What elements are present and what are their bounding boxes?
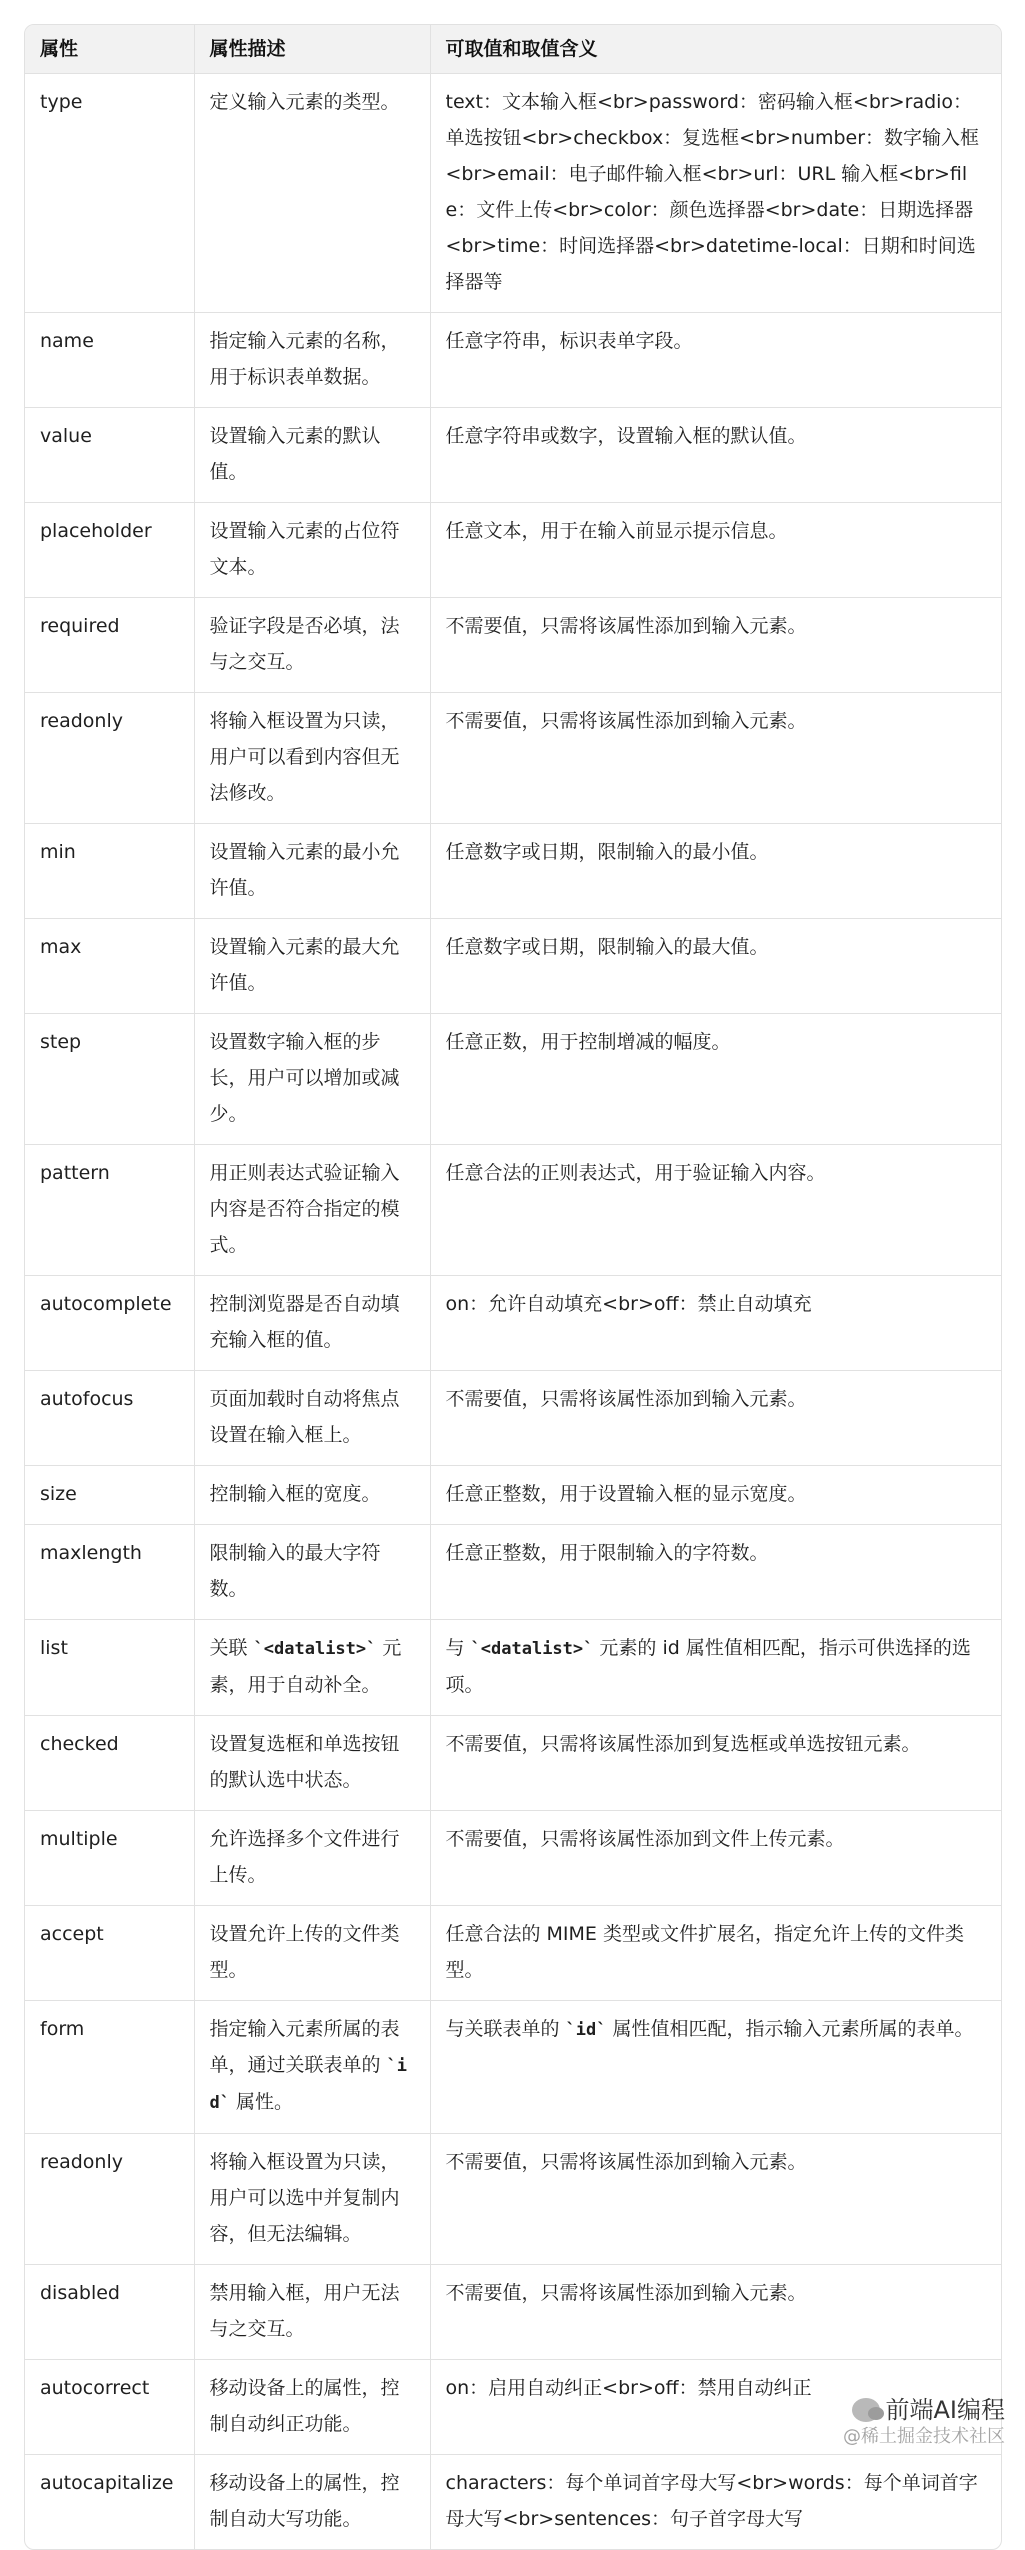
cell-description: 将输入框设置为只读，用户可以选中并复制内容，但无法编辑。 bbox=[194, 2134, 430, 2265]
cell-description: 限制输入的最大字符数。 bbox=[194, 1525, 430, 1620]
cell-attribute: autocorrect bbox=[25, 2360, 194, 2455]
cell-values bbox=[430, 1620, 1001, 1716]
cell-description: 移动设备上的属性，控制自动纠正功能。 bbox=[194, 2360, 430, 2455]
header-attribute: 属性 bbox=[25, 25, 194, 74]
cell-description: 设置数字输入框的步长，用户可以增加或减少。 bbox=[194, 1014, 430, 1145]
table-row bbox=[25, 1276, 1001, 1371]
cell-description: 控制浏览器是否自动填充输入框的值。 bbox=[194, 1276, 430, 1371]
wechat-icon bbox=[852, 2398, 880, 2422]
table-row bbox=[25, 919, 1001, 1014]
inline-code-datalist: `<datalist>` bbox=[470, 1639, 594, 1659]
table-row bbox=[25, 1014, 1001, 1145]
table-row bbox=[25, 1906, 1001, 2001]
cell-description: 设置允许上传的文件类型。 bbox=[194, 1906, 430, 2001]
table-row bbox=[25, 2455, 1001, 2550]
cell-description: 设置输入元素的默认值。 bbox=[194, 408, 430, 503]
cell-values: on：启用自动纠正<br>off：禁用自动纠正 bbox=[430, 2360, 1001, 2455]
table-row bbox=[25, 2134, 1001, 2265]
cell-attribute: min bbox=[25, 824, 194, 919]
cell-values: 任意正整数，用于设置输入框的显示宽度。 bbox=[430, 1466, 1001, 1525]
cell-description: 设置输入元素的最小允许值。 bbox=[194, 824, 430, 919]
cell-attribute: autocapitalize bbox=[40, 2472, 174, 2494]
cell-values: text：文本输入框<br>password：密码输入框<br>radio：单选按钮<br>checkbox：复选框<br>number：数字输入框<br>email：电子邮件输入框<br>url：URL 输入框<br>file：文件上传<br>color：颜色选择器<br>date：日期选择器<br>time：时间选择器<br>datetime-local：日期和时间选择器等 bbox=[430, 74, 1001, 313]
cell-description: 用正则表达式验证输入内容是否符合指定的模式。 bbox=[194, 1145, 430, 1276]
desc-text-before: 指定输入元素所属的表单，通过关联表单的 bbox=[209, 2018, 400, 2076]
watermark-source: @稀土掘金技术社区 bbox=[843, 2426, 1005, 2447]
inline-code-id: `id` bbox=[565, 2020, 607, 2040]
cell-values: 任意正数，用于控制增减的幅度。 bbox=[430, 1014, 1001, 1145]
values-text-before: 与 bbox=[445, 1637, 471, 1659]
cell-attribute: autofocus bbox=[25, 1371, 194, 1466]
table-row bbox=[25, 1620, 1001, 1716]
cell-attribute: readonly bbox=[25, 693, 194, 824]
cell-attribute: required bbox=[25, 598, 194, 693]
table-header-row bbox=[25, 25, 1001, 74]
cell-values: 任意合法的 MIME 类型或文件扩展名，指定允许上传的文件类型。 bbox=[430, 1906, 1001, 2001]
table-row bbox=[25, 1811, 1001, 1906]
cell-values: on：允许自动填充<br>off：禁止自动填充 bbox=[430, 1276, 1001, 1371]
cell-attribute: list bbox=[25, 1620, 194, 1716]
cell-description bbox=[194, 1620, 430, 1716]
table-row bbox=[25, 1371, 1001, 1466]
cell-values: 不需要值，只需将该属性添加到输入元素。 bbox=[430, 2134, 1001, 2265]
cell-attribute: form bbox=[25, 2001, 194, 2134]
cell-attribute: checked bbox=[25, 1716, 194, 1811]
table-row bbox=[25, 313, 1001, 408]
cell-description: 控制输入框的宽度。 bbox=[194, 1466, 430, 1525]
desc-text-before: 关联 bbox=[209, 1637, 254, 1659]
table-row bbox=[25, 2265, 1001, 2360]
watermark-line1 bbox=[843, 2395, 1005, 2425]
cell-values: 不需要值，只需将该属性添加到输入元素。 bbox=[430, 693, 1001, 824]
cell-description bbox=[194, 2001, 430, 2134]
cell-attribute: disabled bbox=[25, 2265, 194, 2360]
cell-values: 任意数字或日期，限制输入的最小值。 bbox=[430, 824, 1001, 919]
cell-values: 任意文本，用于在输入前显示提示信息。 bbox=[430, 503, 1001, 598]
cell-values: 不需要值，只需将该属性添加到复选框或单选按钮元素。 bbox=[430, 1716, 1001, 1811]
table-row bbox=[25, 598, 1001, 693]
cell-attribute: max bbox=[25, 919, 194, 1014]
values-text-after: 元素的 id 属性值相匹配，指示可供选择的选项。 bbox=[445, 1637, 971, 1696]
cell-values: 不需要值，只需将该属性添加到文件上传元素。 bbox=[430, 1811, 1001, 1906]
cell-values: 任意字符串，标识表单字段。 bbox=[430, 313, 1001, 408]
header-values: 可取值和取值含义 bbox=[430, 25, 1001, 74]
table-row bbox=[25, 824, 1001, 919]
cell-values: characters：每个单词首字母大写<br>words：每个单词首字母大写<br>sentences：句子首字母大写 bbox=[430, 2455, 1001, 2550]
cell-description: 定义输入元素的类型。 bbox=[194, 74, 430, 313]
watermark-account-name: 前端AI编程 bbox=[885, 2396, 1005, 2424]
cell-description: 指定输入元素的名称，用于标识表单数据。 bbox=[194, 313, 430, 408]
table-row bbox=[25, 1145, 1001, 1276]
cell-attribute: value bbox=[25, 408, 194, 503]
cell-values: 任意正整数，用于限制输入的字符数。 bbox=[430, 1525, 1001, 1620]
cell-attribute: pattern bbox=[25, 1145, 194, 1276]
cell-attribute: autocomplete bbox=[25, 1276, 194, 1371]
cell-description: 将输入框设置为只读，用户可以看到内容但无法修改。 bbox=[194, 693, 430, 824]
cell-attribute: name bbox=[25, 313, 194, 408]
cell-description: 禁用输入框，用户无法与之交互。 bbox=[194, 2265, 430, 2360]
cell-description: 设置输入元素的最大允许值。 bbox=[194, 919, 430, 1014]
cell-values: 不需要值，只需将该属性添加到输入元素。 bbox=[430, 2265, 1001, 2360]
inline-code-id: `id` bbox=[209, 2056, 408, 2113]
cell-description: 允许选择多个文件进行上传。 bbox=[194, 1811, 430, 1906]
cell-values bbox=[430, 2001, 1001, 2134]
cell-attribute: step bbox=[25, 1014, 194, 1145]
cell-description: 验证字段是否必填，法与之交互。 bbox=[194, 598, 430, 693]
cell-description: 设置复选框和单选按钮的默认选中状态。 bbox=[194, 1716, 430, 1811]
attribute-table-container bbox=[24, 24, 1002, 2550]
cell-attribute: maxlength bbox=[25, 1525, 194, 1620]
cell-description: 移动设备上的属性，控制自动大写功能。 bbox=[194, 2455, 430, 2550]
cell-values: 任意合法的正则表达式，用于验证输入内容。 bbox=[430, 1145, 1001, 1276]
watermark bbox=[843, 2395, 1005, 2449]
table-row bbox=[25, 503, 1001, 598]
table-row bbox=[25, 1716, 1001, 1811]
cell-attribute: type bbox=[25, 74, 194, 313]
input-attributes-table bbox=[25, 25, 1001, 2549]
cell-description: 设置输入元素的占位符文本。 bbox=[194, 503, 430, 598]
header-description: 属性描述 bbox=[194, 25, 430, 74]
table-row bbox=[25, 1525, 1001, 1620]
cell-attribute: accept bbox=[25, 1906, 194, 2001]
desc-text-after: 属性。 bbox=[229, 2091, 294, 2113]
cell-values: 不需要值，只需将该属性添加到输入元素。 bbox=[430, 1371, 1001, 1466]
cell-attribute: size bbox=[25, 1466, 194, 1525]
cell-values: 任意字符串或数字，设置输入框的默认值。 bbox=[430, 408, 1001, 503]
table-row bbox=[25, 1466, 1001, 1525]
table-row bbox=[25, 2001, 1001, 2134]
values-text-after: 属性值相匹配，指示输入元素所属的表单。 bbox=[606, 2018, 974, 2040]
values-text-before: 与关联表单的 bbox=[445, 2018, 566, 2040]
table-row bbox=[25, 693, 1001, 824]
table-row bbox=[25, 408, 1001, 503]
cell-values: 任意数字或日期，限制输入的最大值。 bbox=[430, 919, 1001, 1014]
cell-attribute: multiple bbox=[25, 1811, 194, 1906]
cell-attribute: readonly bbox=[25, 2134, 194, 2265]
cell-description: 页面加载时自动将焦点设置在输入框上。 bbox=[194, 1371, 430, 1466]
cell-attribute: placeholder bbox=[25, 503, 194, 598]
inline-code-datalist: `<datalist>` bbox=[253, 1639, 377, 1659]
cell-values: 不需要值，只需将该属性添加到输入元素。 bbox=[430, 598, 1001, 693]
desc-text-after: 元素，用于自动补全。 bbox=[209, 1637, 402, 1696]
table-row bbox=[25, 74, 1001, 313]
